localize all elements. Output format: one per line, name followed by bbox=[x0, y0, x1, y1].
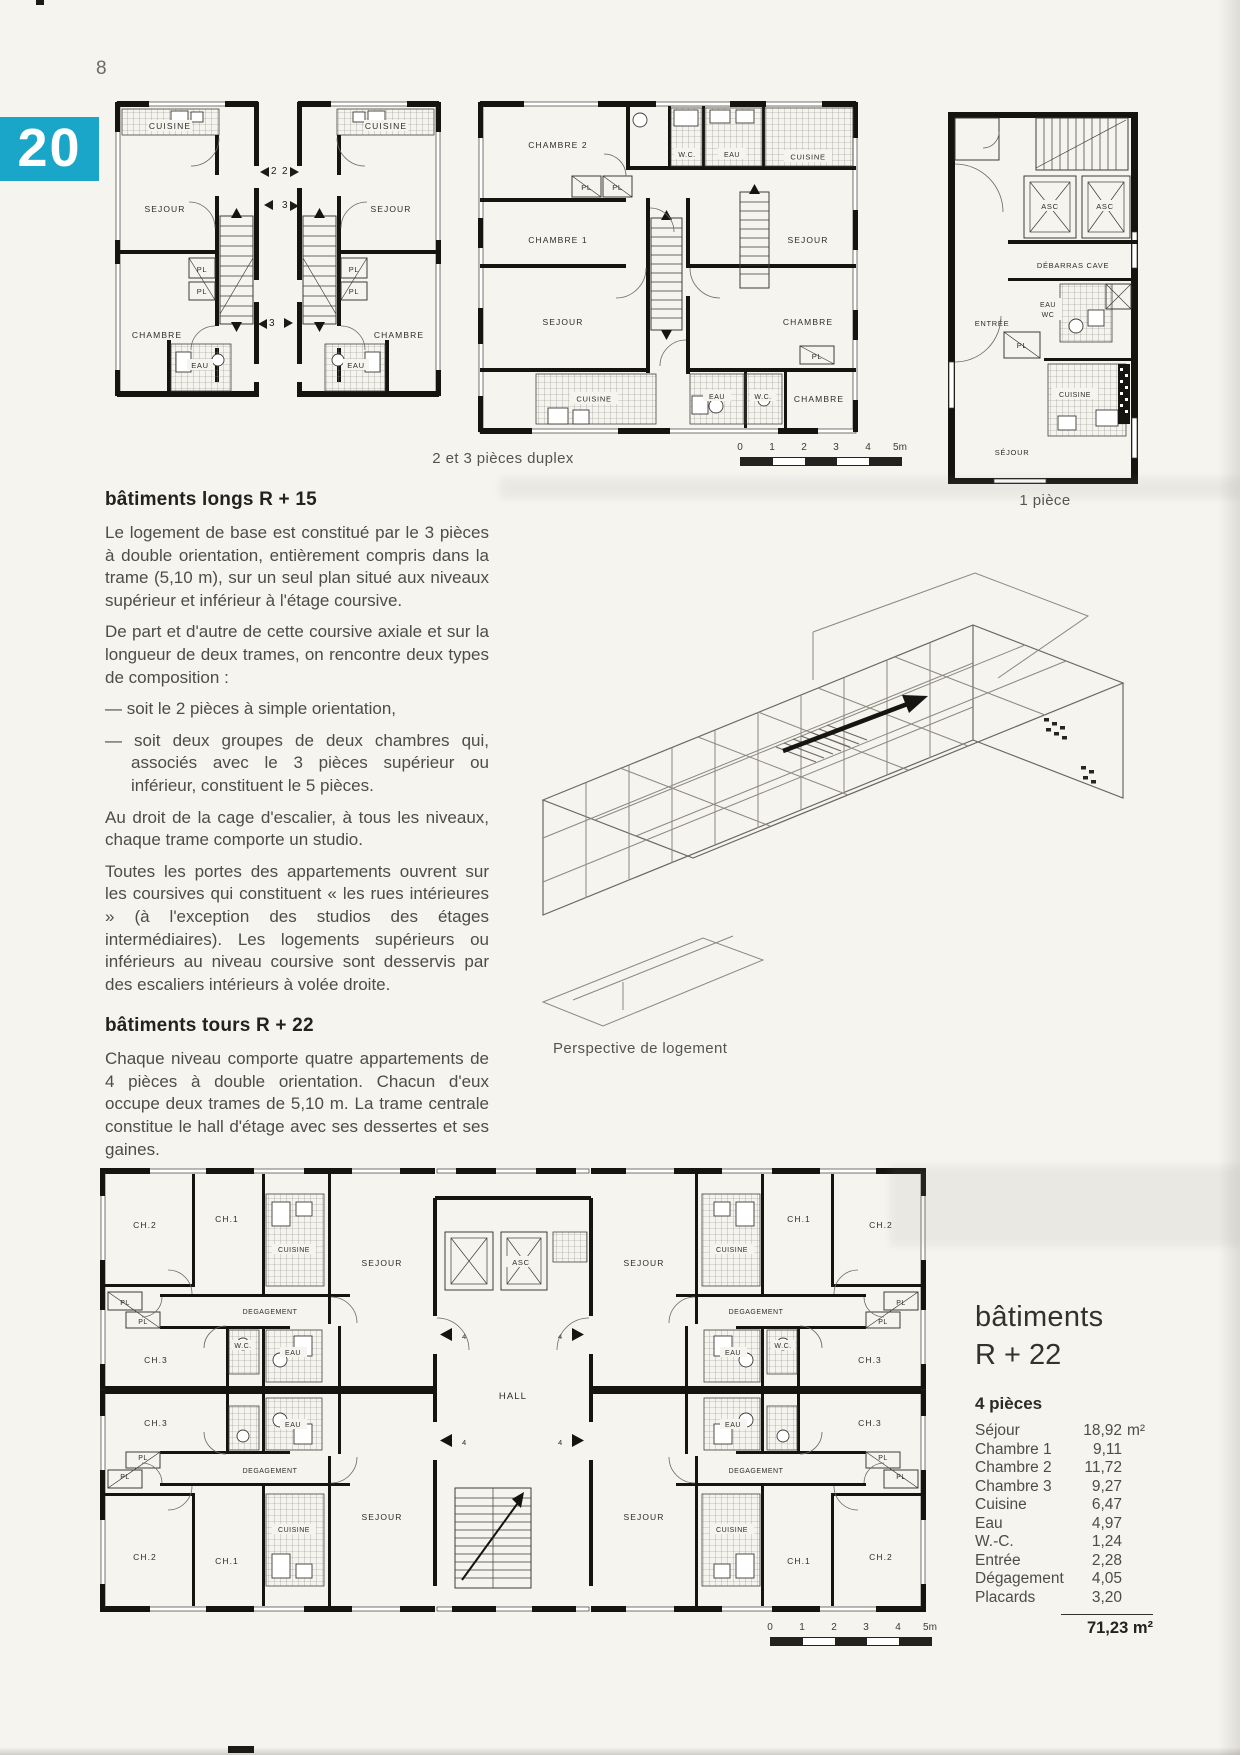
row-unit bbox=[1122, 1570, 1153, 1589]
room-label-pl: PL bbox=[878, 1455, 888, 1462]
route-number: 3 bbox=[282, 200, 288, 211]
row-label: Chambre 1 bbox=[975, 1440, 1052, 1458]
table-total-value: 71,23 m² bbox=[1086, 1619, 1153, 1637]
room-label-wc: WC bbox=[1041, 312, 1055, 319]
table-row bbox=[975, 1589, 1153, 1608]
room-label-ch2: CH.2 bbox=[133, 1220, 157, 1230]
room-label-cuisine: CUISINE bbox=[278, 1527, 310, 1534]
room-label-pl: PL bbox=[811, 352, 823, 361]
room-label-ch2: CH.2 bbox=[869, 1552, 893, 1562]
scan-smudge bbox=[890, 1166, 1240, 1246]
room-label-ch1: CH.1 bbox=[787, 1214, 811, 1224]
room-label-eau: EAU bbox=[1040, 302, 1056, 309]
room-label-pl: PL bbox=[196, 287, 208, 296]
room-label-entree: ENTRÉE bbox=[974, 319, 1010, 328]
room-label-cuisine: CUISINE bbox=[364, 121, 408, 131]
room-label-sejour: SEJOUR bbox=[361, 1512, 403, 1522]
room-label-pl: PL bbox=[1016, 341, 1028, 350]
print-mark bbox=[228, 1746, 254, 1753]
table-total-row bbox=[975, 1619, 1153, 1638]
row-value: 2,28 bbox=[1091, 1551, 1122, 1569]
row-value: 9,11 bbox=[1092, 1440, 1122, 1458]
table-total-rule bbox=[1061, 1614, 1153, 1615]
scale-tick: 3 bbox=[833, 442, 839, 453]
table-row bbox=[975, 1478, 1153, 1497]
row-unit: m² bbox=[1127, 1422, 1146, 1439]
paragraph: Le logement de base est constitué par le 3 pièces à double orientation, entièrement compris dans la trame (5,10 m), sur un seul plan situé aux niveaux supérieur et inférieur à l'étage coursive. bbox=[105, 523, 489, 610]
floor-plan-tower-level bbox=[100, 1168, 926, 1614]
room-label-degagement: DEGAGEMENT bbox=[728, 1309, 784, 1316]
route-number-4: 4 bbox=[462, 1332, 467, 1341]
print-mark bbox=[36, 0, 44, 5]
row-label: Cuisine bbox=[975, 1496, 1027, 1513]
paragraph: Chaque niveau comporte quatre appartements de 4 pièces à double orientation. Chacun d'eux occupe deux trames de 5,10 m. La trame centrale constitue le hall d'étage avec ses dessertes et ses gaines. bbox=[105, 1049, 489, 1159]
floor-plan-une-piece bbox=[948, 112, 1138, 484]
floor-plan-duplex-wide bbox=[478, 100, 858, 435]
room-label-eau: EAU bbox=[709, 394, 725, 401]
room-label-eau: EAU bbox=[347, 361, 365, 370]
room-label-ch3: CH.3 bbox=[144, 1355, 168, 1365]
table-row bbox=[975, 1533, 1153, 1552]
room-label-sejour: SEJOUR bbox=[787, 235, 829, 245]
room-label-chambre: CHAMBRE bbox=[131, 330, 183, 340]
scale-tick: 2 bbox=[831, 1622, 837, 1633]
page-number: 8 bbox=[96, 58, 107, 79]
room-label-cuisine: CUISINE bbox=[716, 1247, 748, 1254]
room-label-sejour: SEJOUR bbox=[361, 1258, 403, 1268]
room-label-eau: EAU bbox=[725, 1350, 741, 1357]
room-label-sejour: SEJOUR bbox=[623, 1512, 665, 1522]
floor-plan-duplex-left bbox=[115, 100, 260, 398]
row-value: 3,20 bbox=[1091, 1588, 1122, 1606]
table-title-2: R + 22 bbox=[975, 1339, 1062, 1371]
room-label-wc: W.C. bbox=[774, 1343, 792, 1350]
room-label-sejour: SÉJOUR bbox=[994, 448, 1030, 457]
list-item: — soit le 2 pièces à simple orientation, bbox=[105, 699, 397, 719]
caption-perspective: Perspective de logement bbox=[553, 1040, 728, 1057]
room-label-pl: PL bbox=[196, 265, 208, 274]
table-row bbox=[975, 1515, 1153, 1534]
row-label: Placards bbox=[975, 1588, 1036, 1606]
room-label-asc: ASC bbox=[512, 1258, 530, 1267]
room-label-pl: PL bbox=[138, 1455, 148, 1462]
arrow-right-icon bbox=[284, 318, 293, 328]
room-label-pl: PL bbox=[878, 1319, 888, 1326]
room-label-ch1: CH.1 bbox=[787, 1556, 811, 1566]
room-label-eau: EAU bbox=[285, 1422, 301, 1429]
room-label-chambre-1: CHAMBRE 1 bbox=[528, 235, 588, 245]
room-label-sejour: SEJOUR bbox=[623, 1258, 665, 1268]
row-value: 4,97 bbox=[1091, 1514, 1122, 1532]
room-label-asc: ASC bbox=[1041, 202, 1059, 211]
page-edge-shadow bbox=[1218, 0, 1240, 1755]
room-label-cuisine: CUISINE bbox=[1059, 392, 1091, 399]
route-number: 3 bbox=[269, 318, 275, 329]
room-label-pl: PL bbox=[120, 1300, 130, 1307]
room-label-eau: EAU bbox=[285, 1350, 301, 1357]
room-label-pl: PL bbox=[612, 183, 623, 192]
scale-tick: 1 bbox=[799, 1622, 805, 1633]
room-label-cuisine: CUISINE bbox=[278, 1247, 310, 1254]
room-label-degagement: DEGAGEMENT bbox=[242, 1468, 298, 1475]
row-label: Entrée bbox=[975, 1551, 1021, 1569]
room-label-eau: EAU bbox=[724, 152, 740, 159]
room-label-sejour: SEJOUR bbox=[542, 317, 584, 327]
route-arrow-2-left bbox=[260, 166, 277, 177]
room-label-degagement: DEGAGEMENT bbox=[728, 1468, 784, 1475]
table-subtitle: 4 pièces bbox=[975, 1394, 1043, 1413]
room-label-pl: PL bbox=[581, 183, 592, 192]
page-bottom-shadow bbox=[0, 1747, 1240, 1755]
heading-batiments-longs: bâtiments longs R + 15 bbox=[105, 489, 317, 510]
table-row bbox=[975, 1552, 1153, 1571]
route-number-4: 4 bbox=[462, 1438, 467, 1447]
table-row bbox=[975, 1570, 1153, 1589]
row-value: 11,72 bbox=[1084, 1459, 1122, 1476]
room-label-asc: ASC bbox=[1096, 202, 1114, 211]
room-label-ch3: CH.3 bbox=[858, 1418, 882, 1428]
paragraph: De part et d'autre de cette coursive axiale et sur la longueur de deux trames, on rencontre deux types de composition : bbox=[105, 622, 489, 687]
row-unit bbox=[1122, 1496, 1153, 1515]
row-label: Chambre 3 bbox=[975, 1477, 1052, 1495]
route-arrow-right bbox=[284, 318, 293, 328]
room-label-pl: PL bbox=[120, 1474, 130, 1481]
row-value: 1,24 bbox=[1091, 1533, 1122, 1550]
row-unit bbox=[1122, 1478, 1153, 1497]
paragraph: Au droit de la cage d'escalier, à tous les niveaux, chaque trame comporte un studio. bbox=[105, 807, 489, 850]
room-label-debarras-cave: DÉBARRAS CAVE bbox=[1036, 261, 1110, 270]
scale-bar-top bbox=[737, 442, 910, 468]
area-table bbox=[975, 1300, 1153, 1638]
room-label-chambre: CHAMBRE bbox=[793, 394, 845, 404]
row-unit bbox=[1122, 1515, 1153, 1534]
scale-bar-bottom bbox=[767, 1622, 940, 1648]
room-label-cuisine: CUISINE bbox=[576, 394, 612, 404]
table-row bbox=[975, 1441, 1153, 1460]
scale-tick: 0 bbox=[767, 1622, 773, 1633]
route-number: 2 bbox=[282, 166, 288, 177]
room-label-cuisine: CUISINE bbox=[716, 1527, 748, 1534]
scale-tick: 5m bbox=[893, 442, 907, 453]
article-column bbox=[105, 470, 489, 1170]
scan-smudge bbox=[500, 478, 1240, 498]
room-label-eau: EAU bbox=[725, 1422, 741, 1429]
room-label-chambre: CHAMBRE bbox=[373, 330, 425, 340]
scale-tick: 4 bbox=[895, 1622, 901, 1633]
row-unit bbox=[1122, 1533, 1153, 1552]
row-label: Chambre 2 bbox=[975, 1459, 1052, 1476]
room-label-sejour: SEJOUR bbox=[144, 204, 186, 214]
arrow-left-icon bbox=[260, 167, 269, 177]
row-label: Séjour bbox=[975, 1422, 1020, 1439]
scale-tick: 0 bbox=[737, 442, 743, 453]
room-label-cuisine: CUISINE bbox=[790, 152, 826, 162]
room-label-sejour: SEJOUR bbox=[370, 204, 412, 214]
room-label-ch3: CH.3 bbox=[144, 1418, 168, 1428]
row-value: 18,92 bbox=[1083, 1422, 1122, 1439]
room-label-degagement: DEGAGEMENT bbox=[242, 1309, 298, 1316]
table-title: bâtiments bbox=[975, 1301, 1104, 1333]
route-number: 2 bbox=[271, 166, 277, 177]
table-row bbox=[975, 1422, 1153, 1441]
row-label: Dégagement bbox=[975, 1570, 1064, 1587]
scale-tick: 5m bbox=[923, 1622, 937, 1633]
caption-une-piece: 1 pièce bbox=[1019, 492, 1071, 509]
room-label-wc: W.C. bbox=[678, 152, 696, 159]
room-label-pl: PL bbox=[138, 1319, 148, 1326]
room-label-cuisine: CUISINE bbox=[148, 121, 192, 131]
caption-duplex: 2 et 3 pièces duplex bbox=[432, 450, 574, 467]
room-label-chambre: CHAMBRE bbox=[782, 317, 834, 327]
scale-tick: 2 bbox=[801, 442, 807, 453]
room-label-pl: PL bbox=[896, 1300, 906, 1307]
row-unit bbox=[1122, 1552, 1153, 1571]
floor-plan-duplex-right bbox=[296, 100, 441, 398]
table-row bbox=[975, 1459, 1153, 1478]
route-arrow-left bbox=[264, 200, 273, 210]
row-unit bbox=[1122, 1441, 1153, 1460]
row-value: 9,27 bbox=[1091, 1477, 1122, 1495]
route-number-4: 4 bbox=[558, 1332, 563, 1341]
room-label-ch1: CH.1 bbox=[215, 1556, 239, 1566]
arrow-left-icon bbox=[258, 319, 267, 329]
route-arrow-3-left bbox=[258, 318, 275, 329]
list-item: — soit deux groupes de deux chambres qui, associés avec le 3 pièces supérieur ou inférieur, constituent le 5 pièces. bbox=[105, 730, 489, 795]
row-unit bbox=[1122, 1589, 1153, 1608]
row-unit bbox=[1122, 1459, 1153, 1478]
scale-tick: 4 bbox=[865, 442, 871, 453]
arrow-left-icon bbox=[264, 200, 273, 210]
room-label-eau: EAU bbox=[191, 361, 209, 370]
scale-tick: 1 bbox=[769, 442, 775, 453]
room-label-ch3: CH.3 bbox=[858, 1355, 882, 1365]
room-label-chambre-2: CHAMBRE 2 bbox=[528, 140, 588, 150]
paragraph: Toutes les portes des appartements ouvrent sur les coursives qui constituent « les rues intérieures » (à l'exception des studios des étages intermédiaires). Les logements supérieurs ou inférieurs au niveau coursive sont desservis par des escaliers intérieurs à volée droite. bbox=[105, 861, 489, 994]
issue-badge: 20 bbox=[0, 117, 99, 181]
perspective-drawing bbox=[528, 570, 1148, 1110]
row-label: W.-C. bbox=[975, 1533, 1014, 1550]
room-label-ch2: CH.2 bbox=[869, 1220, 893, 1230]
room-label-pl: PL bbox=[896, 1474, 906, 1481]
table-row bbox=[975, 1496, 1153, 1515]
room-label-wc: W.C. bbox=[754, 394, 772, 401]
scale-tick: 3 bbox=[863, 1622, 869, 1633]
row-value: 6,47 bbox=[1091, 1496, 1122, 1513]
heading-batiments-tours: bâtiments tours R + 22 bbox=[105, 1015, 314, 1037]
room-label-pl: PL bbox=[348, 265, 360, 274]
route-number-4: 4 bbox=[558, 1438, 563, 1447]
room-label-ch1: CH.1 bbox=[215, 1214, 239, 1224]
row-label: Eau bbox=[975, 1514, 1003, 1532]
row-value: 4,05 bbox=[1091, 1570, 1122, 1587]
room-label-hall: HALL bbox=[498, 1391, 528, 1402]
room-label-ch2: CH.2 bbox=[133, 1552, 157, 1562]
room-label-pl: PL bbox=[348, 287, 360, 296]
room-label-wc: W.C. bbox=[234, 1343, 252, 1350]
